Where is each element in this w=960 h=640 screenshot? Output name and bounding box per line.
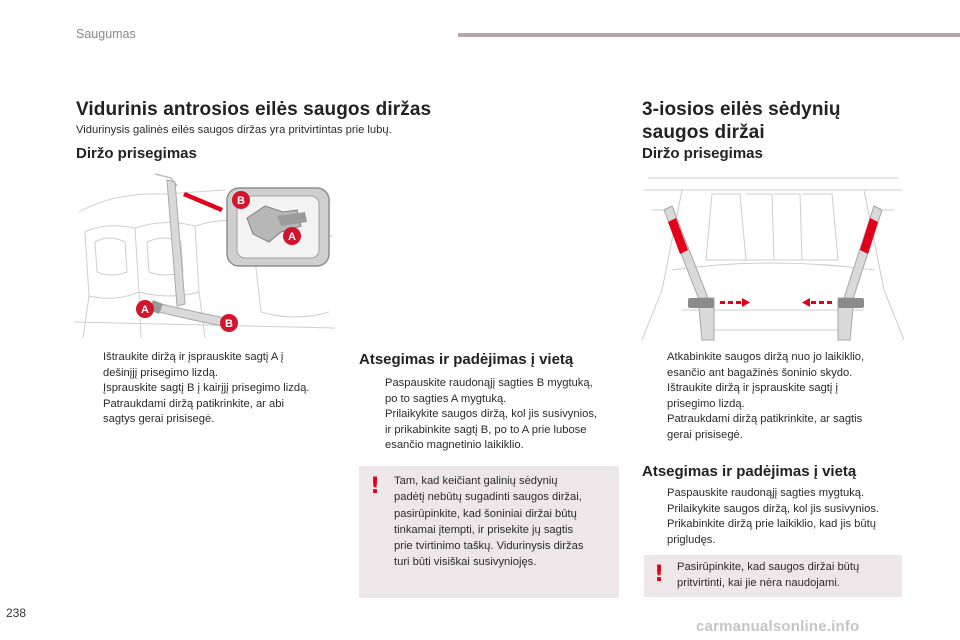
trunk-illustration-svg [642, 170, 904, 342]
warning-text: Tam, kad keičiant galinių sėdynių padėtį nebūtų sugadinti saugos diržai, pasirūpinkite, kad šoniniai diržai būtų tinkamai įtempti, ir prisekite jų sagtis prie tvirtinimo taškų. Vidurinysis diržas turi būti visiškai susivyniojęs. [394, 475, 584, 569]
left-intro: Vidurinysis galinės eilės saugos diržas yra pritvirtintas prie lubų. [76, 124, 392, 136]
svg-text:B: B [225, 318, 233, 330]
right-subtitle: Diržo prisegimas [642, 145, 763, 162]
third-row-seatbelt-illustration [642, 170, 904, 342]
warning-icon: ! [370, 474, 381, 499]
section-label: Saugumas [76, 27, 136, 41]
list-item: Ištraukite diržą ir įsprauskite sagtį A į dešinįjį prisegimo lizdą. [103, 351, 284, 379]
list-item: Įsprauskite sagtį B į kairįjį prisegimo lizdą. [103, 382, 310, 394]
page-number: 238 [6, 606, 27, 620]
left-subtitle: Diržo prisegimas [76, 145, 197, 162]
left-title: Vidurinis antrosios eilės saugos diržas [76, 99, 432, 120]
warning-box-middle [359, 466, 619, 598]
list-item: Ištraukite diržą ir įsprauskite sagtį į prisegimo lizdą. [667, 382, 838, 410]
right-bullet-list [644, 350, 914, 443]
warning-box-right [644, 555, 902, 597]
list-item: Patraukdami diržą patikrinkite, ar abi sagtys gerai prisisegė. [103, 397, 284, 425]
svg-text:A: A [288, 231, 296, 243]
middle-bullet-list [362, 376, 622, 454]
svg-text:A: A [141, 304, 149, 316]
warning-icon: ! [654, 562, 665, 587]
list-item: Paspauskite raudonąjį sagties B mygtuką, po to sagties A mygtuką. [385, 377, 593, 405]
middle-seatbelt-illustration [75, 172, 337, 342]
right-bullet-list-2 [644, 486, 914, 548]
list-item: Patraukdami diržą patikrinkite, ar sagtis gerai prisisegė. [667, 413, 863, 441]
middle-subtitle: Atsegimas ir padėjimas į vietą [359, 351, 574, 368]
list-item: Prilaikykite saugos diržą, kol jis susivynios, ir prikabinkite sagtį B, po to A prie lubose esančio magnetinio laikiklio. [385, 408, 598, 451]
warning-text: Pasirūpinkite, kad saugos diržai būtų pritvirtinti, kai jie nėra naudojami. [677, 561, 860, 590]
watermark: carmanualsonline.info [696, 618, 860, 635]
list-item: Paspauskite raudonąjį sagties mygtuką. [667, 487, 865, 499]
right-title: 3-iosios eilės sėdynių saugos diržai [642, 99, 841, 143]
list-item: Prilaikykite saugos diržą, kol jis susivynios. [667, 502, 880, 515]
right-subtitle-2: Atsegimas ir padėjimas į vietą [642, 463, 857, 480]
header-bar [458, 33, 960, 37]
svg-text:B: B [237, 195, 245, 207]
list-item: Prikabinkite diržą prie laikiklio, kad jis būtų prigludęs. [667, 518, 876, 546]
list-item: Atkabinkite saugos diržą nuo jo laikiklio, esančio ant bagažinės šoninio skydo. [667, 351, 865, 379]
left-bullet-list [80, 350, 350, 428]
seat-illustration-svg [75, 172, 337, 342]
